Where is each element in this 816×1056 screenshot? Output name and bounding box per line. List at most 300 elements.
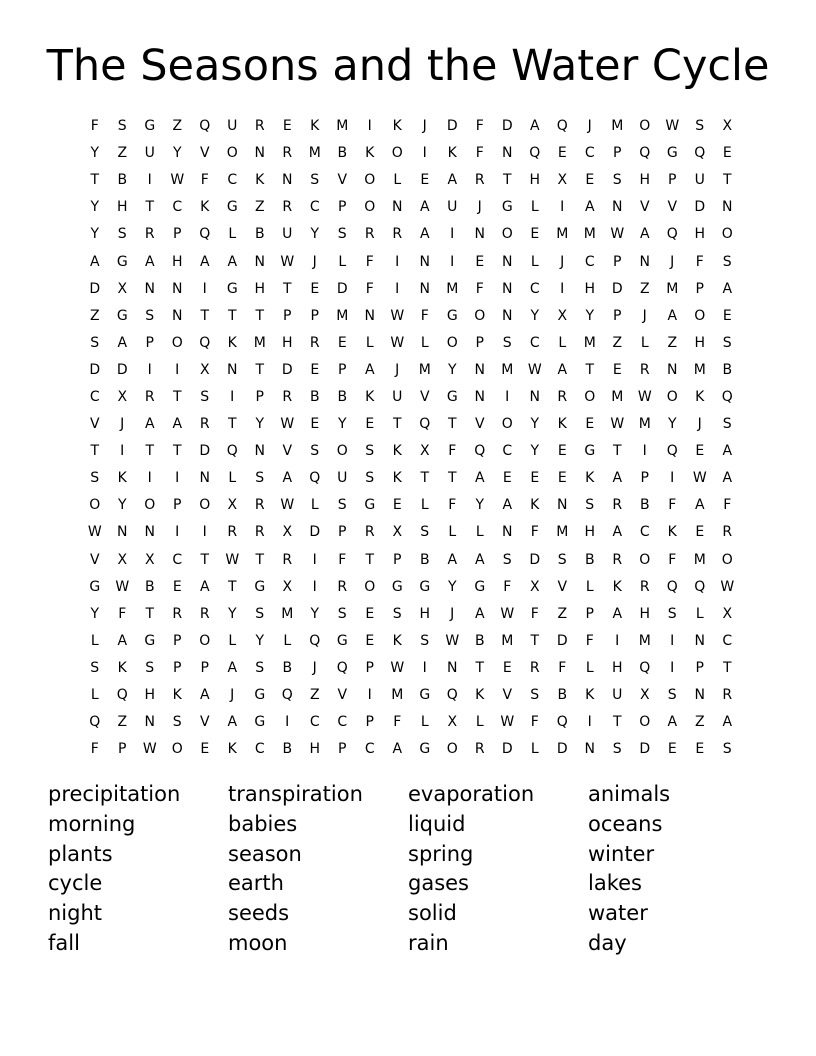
grid-letter: N bbox=[584, 741, 595, 758]
grid-letter: R bbox=[557, 388, 568, 405]
grid-letter: A bbox=[639, 226, 650, 243]
grid-letter: A bbox=[722, 280, 733, 297]
grid-letter: B bbox=[282, 659, 293, 676]
grid-letter: A bbox=[364, 361, 375, 378]
grid-letter: W bbox=[637, 388, 652, 405]
grid-letter: T bbox=[447, 416, 457, 433]
grid-letter: F bbox=[90, 741, 99, 758]
grid-letter: N bbox=[254, 145, 265, 162]
grid-letter: K bbox=[392, 118, 402, 135]
grid-letter: E bbox=[695, 443, 705, 460]
grid-letter: W bbox=[610, 226, 625, 243]
grid-letter: L bbox=[475, 714, 484, 731]
grid-letter: Q bbox=[199, 334, 211, 351]
grid-letter: Y bbox=[90, 199, 100, 216]
grid-letter: I bbox=[422, 659, 427, 676]
grid-letter: S bbox=[392, 605, 402, 622]
grid-letter: D bbox=[309, 524, 321, 541]
grid-letter: R bbox=[722, 524, 733, 541]
grid-letter: Q bbox=[89, 714, 101, 731]
grid-letter: F bbox=[585, 632, 594, 649]
grid-letter: E bbox=[337, 334, 347, 351]
grid-letter: N bbox=[667, 361, 678, 378]
grid-letter: T bbox=[255, 551, 265, 568]
grid-letter: V bbox=[282, 443, 293, 460]
word-list-item: plants bbox=[48, 841, 113, 866]
grid-letter: X bbox=[557, 172, 568, 189]
grid-letter: L bbox=[420, 497, 429, 514]
grid-letter: S bbox=[337, 605, 347, 622]
grid-letter: B bbox=[144, 578, 155, 595]
grid-letter: A bbox=[612, 605, 623, 622]
grid-letter: N bbox=[502, 145, 513, 162]
grid-row bbox=[81, 221, 741, 248]
grid-letter: A bbox=[89, 253, 100, 270]
grid-letter: S bbox=[530, 687, 540, 704]
grid-letter: N bbox=[502, 307, 513, 324]
grid-letter: O bbox=[144, 497, 156, 514]
grid-letter: D bbox=[89, 361, 101, 378]
grid-letter: W bbox=[665, 118, 680, 135]
grid-letter: S bbox=[722, 334, 732, 351]
grid-letter: Y bbox=[172, 145, 182, 162]
grid-letter: O bbox=[89, 497, 101, 514]
grid-letter: L bbox=[283, 632, 292, 649]
grid-letter: K bbox=[392, 632, 402, 649]
grid-letter: F bbox=[723, 497, 732, 514]
word-list-item: gases bbox=[408, 871, 470, 896]
grid-letter: Q bbox=[639, 659, 651, 676]
word-list-item: cycle bbox=[48, 871, 103, 896]
grid-letter: W bbox=[390, 659, 405, 676]
grid-letter: I bbox=[230, 388, 235, 405]
grid-letter: Z bbox=[89, 307, 100, 324]
grid-letter: N bbox=[722, 199, 733, 216]
grid-letter: Q bbox=[666, 443, 678, 460]
grid-letter: I bbox=[367, 687, 372, 704]
grid-letter: R bbox=[282, 145, 293, 162]
grid-letter: F bbox=[530, 714, 539, 731]
word-list-item: transpiration bbox=[228, 782, 363, 806]
grid-letter: H bbox=[419, 605, 431, 622]
grid-letter: K bbox=[557, 416, 567, 433]
grid-letter: S bbox=[90, 470, 100, 487]
grid-letter: T bbox=[227, 416, 237, 433]
grid-letter: L bbox=[585, 659, 594, 676]
grid-letter: V bbox=[502, 687, 513, 704]
grid-letter: Y bbox=[310, 226, 320, 243]
grid-row bbox=[81, 411, 741, 438]
grid-letter: A bbox=[667, 307, 678, 324]
grid-letter: B bbox=[254, 226, 265, 243]
grid-letter: E bbox=[365, 605, 375, 622]
grid-letter: S bbox=[90, 659, 100, 676]
grid-letter: Y bbox=[530, 307, 540, 324]
grid-letter: U bbox=[337, 470, 348, 487]
grid-letter: Q bbox=[419, 416, 431, 433]
grid-letter: U bbox=[282, 226, 293, 243]
word-list-item: animals bbox=[588, 782, 671, 806]
grid-letter: E bbox=[310, 361, 320, 378]
grid-letter: I bbox=[615, 632, 620, 649]
grid-letter: X bbox=[639, 687, 650, 704]
grid-letter: R bbox=[722, 687, 733, 704]
grid-letter: W bbox=[527, 361, 542, 378]
grid-letter: S bbox=[145, 307, 155, 324]
grid-letter: B bbox=[337, 388, 348, 405]
grid-letter: L bbox=[475, 524, 484, 541]
grid-letter: S bbox=[612, 172, 622, 189]
grid-letter: R bbox=[254, 497, 265, 514]
grid-letter: L bbox=[640, 334, 649, 351]
grid-letter: I bbox=[175, 524, 180, 541]
grid-letter: K bbox=[392, 470, 402, 487]
grid-letter: O bbox=[226, 145, 238, 162]
grid-letter: F bbox=[475, 118, 484, 135]
grid-letter: A bbox=[172, 416, 183, 433]
grid-letter: L bbox=[228, 226, 237, 243]
grid-letter: V bbox=[419, 388, 430, 405]
grid-letter: A bbox=[227, 714, 238, 731]
grid-letter: X bbox=[419, 443, 430, 460]
grid-letter: O bbox=[364, 199, 376, 216]
grid-letter: I bbox=[450, 253, 455, 270]
grid-letter: M bbox=[666, 280, 679, 297]
grid-letter: N bbox=[612, 199, 623, 216]
grid-letter: J bbox=[230, 687, 235, 704]
word-list-item: fall bbox=[48, 930, 80, 955]
grid-letter: T bbox=[447, 470, 457, 487]
grid-letter: D bbox=[694, 199, 706, 216]
grid-letter: S bbox=[502, 334, 512, 351]
grid-letter: P bbox=[475, 334, 484, 351]
grid-letter: O bbox=[694, 307, 706, 324]
grid-letter: I bbox=[147, 172, 152, 189]
grid-letter: E bbox=[612, 361, 622, 378]
grid-letter: S bbox=[722, 416, 732, 433]
grid-letter: J bbox=[560, 253, 565, 270]
grid-row bbox=[81, 194, 741, 221]
grid-letter: L bbox=[338, 253, 347, 270]
grid-letter: K bbox=[117, 470, 127, 487]
grid-letter: P bbox=[393, 551, 402, 568]
grid-letter: G bbox=[254, 714, 266, 731]
grid-letter: L bbox=[365, 334, 374, 351]
grid-letter: A bbox=[722, 443, 733, 460]
grid-letter: K bbox=[172, 687, 182, 704]
grid-letter: O bbox=[639, 551, 651, 568]
grid-row bbox=[81, 140, 741, 167]
grid-letter: I bbox=[175, 361, 180, 378]
grid-letter: S bbox=[117, 226, 127, 243]
grid-letter: M bbox=[583, 334, 596, 351]
grid-letter: P bbox=[695, 659, 704, 676]
grid-letter: T bbox=[200, 551, 210, 568]
grid-letter: H bbox=[694, 226, 706, 243]
word-list-item: morning bbox=[48, 811, 136, 836]
grid-letter: R bbox=[199, 416, 210, 433]
grid-letter: I bbox=[670, 632, 675, 649]
grid-letter: Y bbox=[310, 605, 320, 622]
grid-letter: C bbox=[172, 551, 183, 568]
grid-letter: R bbox=[282, 388, 293, 405]
page-title: The Seasons and the Water Cycle bbox=[46, 41, 770, 91]
grid-letter: T bbox=[475, 659, 485, 676]
grid-letter: A bbox=[117, 334, 128, 351]
grid-letter: B bbox=[474, 632, 485, 649]
grid-letter: H bbox=[639, 172, 651, 189]
grid-letter: C bbox=[502, 443, 513, 460]
grid-letter: P bbox=[338, 524, 347, 541]
grid-letter: D bbox=[336, 280, 348, 297]
grid-letter: K bbox=[117, 659, 127, 676]
grid-letter: Z bbox=[639, 280, 650, 297]
grid-letter: H bbox=[584, 524, 596, 541]
grid-letter: E bbox=[365, 632, 375, 649]
grid-letter: K bbox=[227, 334, 237, 351]
grid-letter: G bbox=[144, 118, 156, 135]
grid-letter: Q bbox=[694, 145, 706, 162]
grid-letter: I bbox=[202, 524, 207, 541]
grid-letter: F bbox=[393, 714, 402, 731]
grid-letter: C bbox=[227, 172, 238, 189]
grid-letter: I bbox=[642, 443, 647, 460]
grid-letter: I bbox=[560, 199, 565, 216]
grid-letter: A bbox=[392, 741, 403, 758]
grid-letter: G bbox=[336, 632, 348, 649]
grid-letter: Z bbox=[612, 334, 623, 351]
grid-letter: L bbox=[310, 497, 319, 514]
grid-letter: E bbox=[172, 578, 182, 595]
grid-letter: Y bbox=[475, 497, 485, 514]
grid-letter: L bbox=[420, 334, 429, 351]
grid-letter: Y bbox=[667, 416, 677, 433]
grid-letter: E bbox=[695, 741, 705, 758]
grid-letter: V bbox=[639, 199, 650, 216]
grid-letter: Z bbox=[117, 145, 128, 162]
grid-letter: A bbox=[722, 470, 733, 487]
grid-letter: Z bbox=[172, 118, 183, 135]
grid-letter: Q bbox=[474, 443, 486, 460]
grid-letter: S bbox=[420, 632, 430, 649]
grid-letter: M bbox=[446, 280, 459, 297]
grid-letter: T bbox=[282, 280, 292, 297]
grid-letter: Y bbox=[585, 307, 595, 324]
word-list-item: rain bbox=[408, 930, 449, 955]
grid-letter: A bbox=[199, 253, 210, 270]
word-list-item: season bbox=[228, 841, 302, 866]
grid-letter: I bbox=[560, 280, 565, 297]
grid-letter: R bbox=[364, 226, 375, 243]
grid-row bbox=[81, 492, 741, 519]
grid-letter: N bbox=[639, 253, 650, 270]
grid-letter: W bbox=[280, 253, 295, 270]
grid-letter: K bbox=[475, 687, 485, 704]
grid-letter: G bbox=[364, 497, 376, 514]
grid-letter: N bbox=[227, 361, 238, 378]
word-list-item: liquid bbox=[408, 811, 466, 836]
grid-letter: I bbox=[670, 470, 675, 487]
grid-letter: E bbox=[530, 470, 540, 487]
grid-row bbox=[81, 465, 741, 492]
grid-letter: I bbox=[505, 388, 510, 405]
grid-letter: R bbox=[612, 551, 623, 568]
grid-letter: D bbox=[639, 741, 651, 758]
grid-letter: S bbox=[695, 118, 705, 135]
grid-letter: I bbox=[120, 443, 125, 460]
grid-letter: Q bbox=[336, 659, 348, 676]
grid-letter: F bbox=[668, 497, 677, 514]
word-list bbox=[48, 780, 788, 959]
grid-letter: M bbox=[501, 632, 514, 649]
grid-letter: K bbox=[200, 199, 210, 216]
grid-letter: N bbox=[199, 470, 210, 487]
grid-letter: O bbox=[171, 741, 183, 758]
grid-letter: P bbox=[173, 659, 182, 676]
grid-letter: H bbox=[639, 605, 651, 622]
grid-letter: W bbox=[692, 470, 707, 487]
grid-letter: E bbox=[722, 145, 732, 162]
grid-letter: Q bbox=[116, 687, 128, 704]
word-list-item: solid bbox=[408, 901, 457, 926]
grid-letter: S bbox=[612, 741, 622, 758]
grid-letter: C bbox=[639, 524, 650, 541]
grid-letter: P bbox=[613, 307, 622, 324]
grid-letter: K bbox=[667, 524, 677, 541]
grid-letter: R bbox=[364, 524, 375, 541]
grid-letter: O bbox=[721, 226, 733, 243]
grid-letter: Y bbox=[90, 145, 100, 162]
grid-letter: F bbox=[558, 659, 567, 676]
grid-letter: Q bbox=[694, 578, 706, 595]
grid-letter: Q bbox=[309, 632, 321, 649]
grid-letter: X bbox=[117, 551, 128, 568]
grid-letter: G bbox=[254, 687, 266, 704]
grid-letter: S bbox=[255, 470, 265, 487]
grid-letter: F bbox=[200, 172, 209, 189]
grid-letter: G bbox=[116, 253, 128, 270]
grid-letter: K bbox=[695, 388, 705, 405]
word-list-item: oceans bbox=[588, 811, 663, 836]
grid-letter: A bbox=[612, 470, 623, 487]
grid-letter: D bbox=[446, 118, 458, 135]
grid-letter: A bbox=[722, 714, 733, 731]
grid-letter: I bbox=[175, 470, 180, 487]
grid-letter: B bbox=[282, 741, 293, 758]
grid-letter: X bbox=[117, 388, 128, 405]
grid-letter: W bbox=[115, 578, 130, 595]
grid-letter: T bbox=[200, 307, 210, 324]
grid-letter: S bbox=[667, 605, 677, 622]
grid-letter: Y bbox=[117, 497, 127, 514]
grid-letter: R bbox=[144, 226, 155, 243]
grid-letter: O bbox=[171, 334, 183, 351]
grid-letter: N bbox=[254, 443, 265, 460]
grid-letter: Q bbox=[556, 714, 568, 731]
word-list-item: spring bbox=[408, 841, 474, 866]
grid-letter: G bbox=[419, 578, 431, 595]
grid-letter: M bbox=[418, 361, 431, 378]
grid-letter: M bbox=[281, 605, 294, 622]
grid-letter: D bbox=[501, 118, 513, 135]
grid-letter: W bbox=[390, 334, 405, 351]
grid-letter: F bbox=[448, 497, 457, 514]
grid-letter: C bbox=[254, 741, 265, 758]
grid-letter: H bbox=[584, 280, 596, 297]
grid-letter: O bbox=[446, 741, 458, 758]
grid-letter: Y bbox=[227, 605, 237, 622]
grid-letter: E bbox=[420, 172, 430, 189]
grid-letter: C bbox=[364, 741, 375, 758]
grid-letter: G bbox=[254, 578, 266, 595]
grid-letter: O bbox=[364, 172, 376, 189]
grid-letter: S bbox=[145, 659, 155, 676]
grid-letter: F bbox=[118, 605, 127, 622]
grid-letter: T bbox=[172, 443, 182, 460]
grid-letter: N bbox=[172, 280, 183, 297]
grid-letter: G bbox=[446, 388, 458, 405]
grid-letter: S bbox=[365, 470, 375, 487]
grid-letter: S bbox=[667, 687, 677, 704]
grid-row bbox=[81, 303, 741, 330]
grid-letter: Z bbox=[309, 687, 320, 704]
grid-letter: H bbox=[254, 280, 266, 297]
grid-letter: H bbox=[281, 334, 293, 351]
grid-letter: V bbox=[474, 416, 485, 433]
grid-letter: O bbox=[501, 416, 513, 433]
grid-letter: E bbox=[365, 416, 375, 433]
grid-letter: Y bbox=[255, 416, 265, 433]
grid-letter: E bbox=[282, 118, 292, 135]
grid-letter: D bbox=[529, 551, 541, 568]
grid-letter: Z bbox=[254, 199, 265, 216]
grid-letter: P bbox=[173, 497, 182, 514]
grid-letter: X bbox=[529, 578, 540, 595]
grid-row bbox=[81, 384, 741, 411]
grid-letter: I bbox=[395, 280, 400, 297]
grid-row bbox=[81, 628, 741, 655]
grid-letter: X bbox=[227, 497, 238, 514]
grid-letter: V bbox=[557, 578, 568, 595]
grid-letter: M bbox=[638, 632, 651, 649]
grid-letter: W bbox=[390, 307, 405, 324]
grid-letter: P bbox=[585, 605, 594, 622]
grid-letter: P bbox=[118, 741, 127, 758]
grid-row bbox=[81, 113, 741, 140]
grid-letter: A bbox=[144, 416, 155, 433]
grid-letter: C bbox=[172, 199, 183, 216]
word-list-item: water bbox=[588, 901, 648, 926]
grid-letter: P bbox=[613, 145, 622, 162]
grid-letter: W bbox=[500, 605, 515, 622]
grid-letter: C bbox=[309, 199, 320, 216]
grid-letter: L bbox=[90, 687, 99, 704]
grid-letter: K bbox=[447, 145, 457, 162]
grid-letter: R bbox=[639, 578, 650, 595]
grid-letter: T bbox=[227, 578, 237, 595]
grid-letter: N bbox=[282, 172, 293, 189]
grid-letter: U bbox=[694, 172, 705, 189]
grid-letter: U bbox=[612, 687, 623, 704]
grid-letter: V bbox=[337, 172, 348, 189]
grid-letter: N bbox=[117, 524, 128, 541]
grid-letter: S bbox=[557, 551, 567, 568]
grid-letter: W bbox=[720, 578, 735, 595]
grid-letter: N bbox=[144, 280, 155, 297]
grid-letter: P bbox=[283, 307, 292, 324]
grid-letter: M bbox=[253, 334, 266, 351]
grid-letter: L bbox=[420, 714, 429, 731]
